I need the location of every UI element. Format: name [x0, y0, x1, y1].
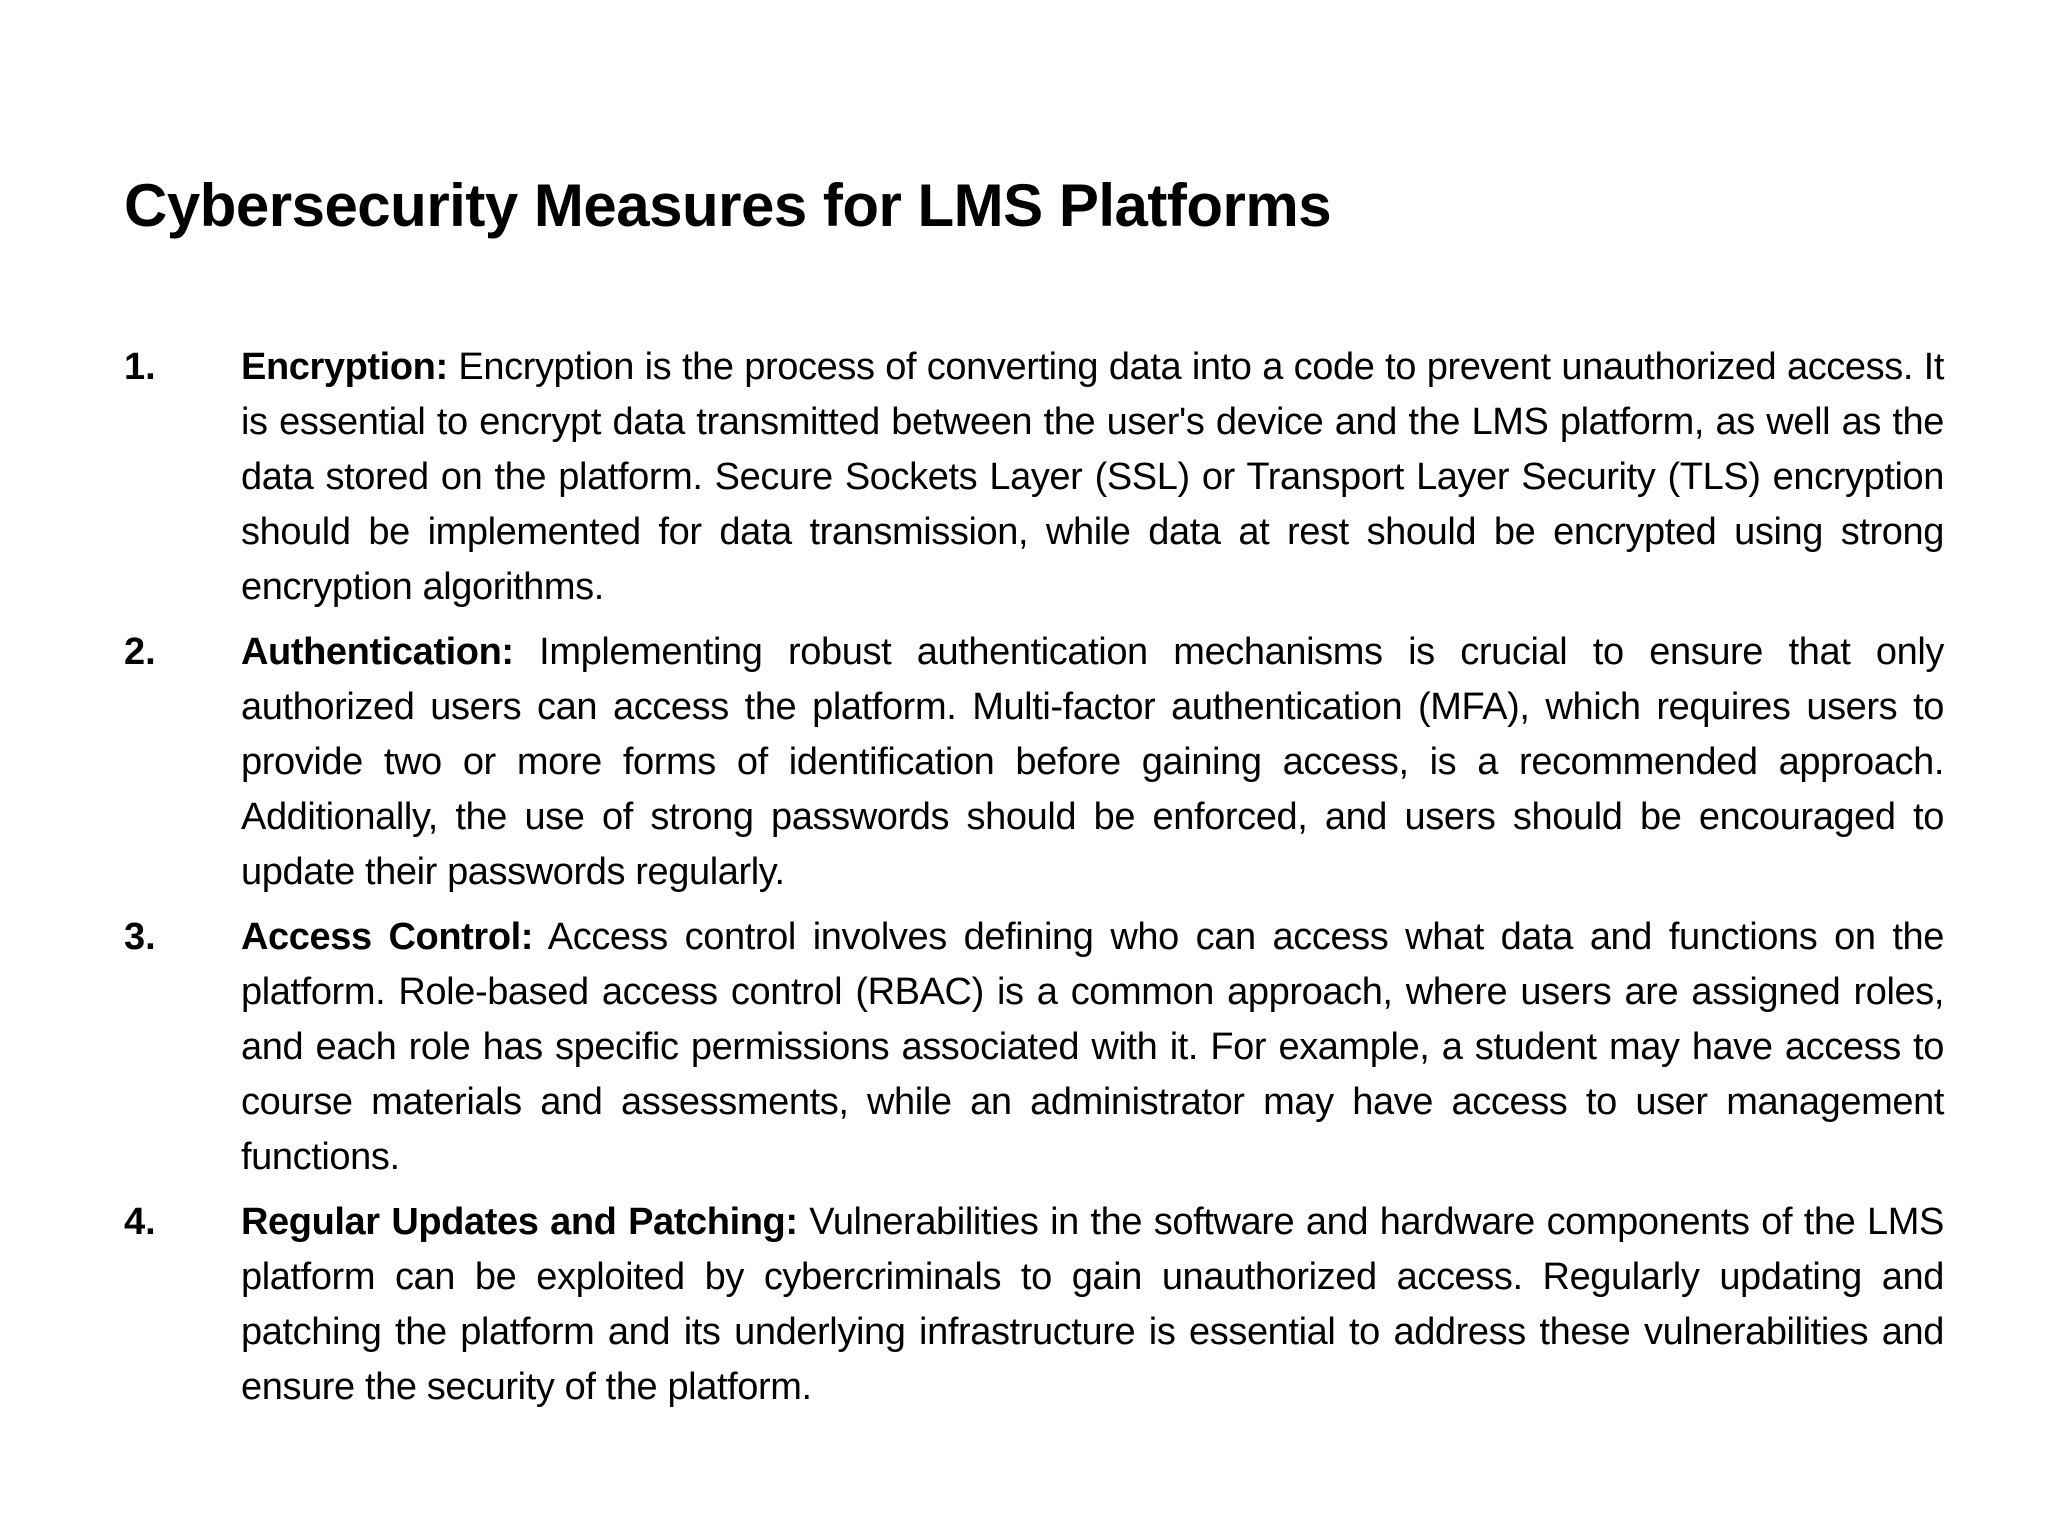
list-item-authentication — [124, 625, 1944, 900]
item-term: Authentication: — [241, 631, 514, 673]
item-body — [241, 625, 1944, 900]
item-body — [241, 910, 1944, 1185]
item-number: 1. — [124, 346, 156, 388]
item-body — [241, 340, 1944, 615]
item-number: 2. — [124, 631, 156, 673]
item-body — [241, 1195, 1944, 1415]
list-item-encryption — [124, 340, 1944, 615]
list-item-access-control — [124, 910, 1944, 1185]
item-term: Regular Updates and Patching: — [241, 1201, 798, 1243]
measures-list — [124, 340, 1944, 1425]
item-text: Implementing robust authentication mechanisms is crucial to ensure that only authorized users can access the platform. Multi-factor authentication (MFA), which requires users to provide two or more forms of identification before gaining access, is a recommended approach. Additionally, the use of strong passwords should be enforced, and users should be encouraged to update their passwords regularly. — [241, 631, 1944, 893]
item-term: Encryption: — [241, 346, 448, 388]
item-term: Access Control: — [241, 916, 534, 958]
list-item-updates-patching — [124, 1195, 1944, 1415]
page-title: Cybersecurity Measures for LMS Platforms — [124, 172, 1332, 239]
item-text: Vulnerabilities in the software and hardware components of the LMS platform can be exploited by cybercriminals to gain unauthorized access. Regularly updating and patching the platform and its underlying infrastructure is essential to address these vulnerabilities and ensure the security of the platform. — [241, 1201, 1944, 1408]
item-number: 4. — [124, 1201, 156, 1243]
item-text: Access control involves defining who can access what data and functions on the platform. Role-based access control (RBAC) is a common approach, where users are assigned roles, and each role has specific permissions associated with it. For example, a student may have access to course materials and assessments, while an administrator may have access to user management functions. — [241, 916, 1945, 1178]
item-text: Encryption is the process of converting data into a code to prevent unauthorized access. It is essential to encrypt data transmitted between the user's device and the LMS platform, as well as the data stored on the platform. Secure Sockets Layer (SSL) or Transport Layer Security (TLS) encryption should be implemented for data transmission, while data at rest should be encrypted using strong encryption algorithms. — [241, 346, 1944, 608]
item-number: 3. — [124, 916, 156, 958]
